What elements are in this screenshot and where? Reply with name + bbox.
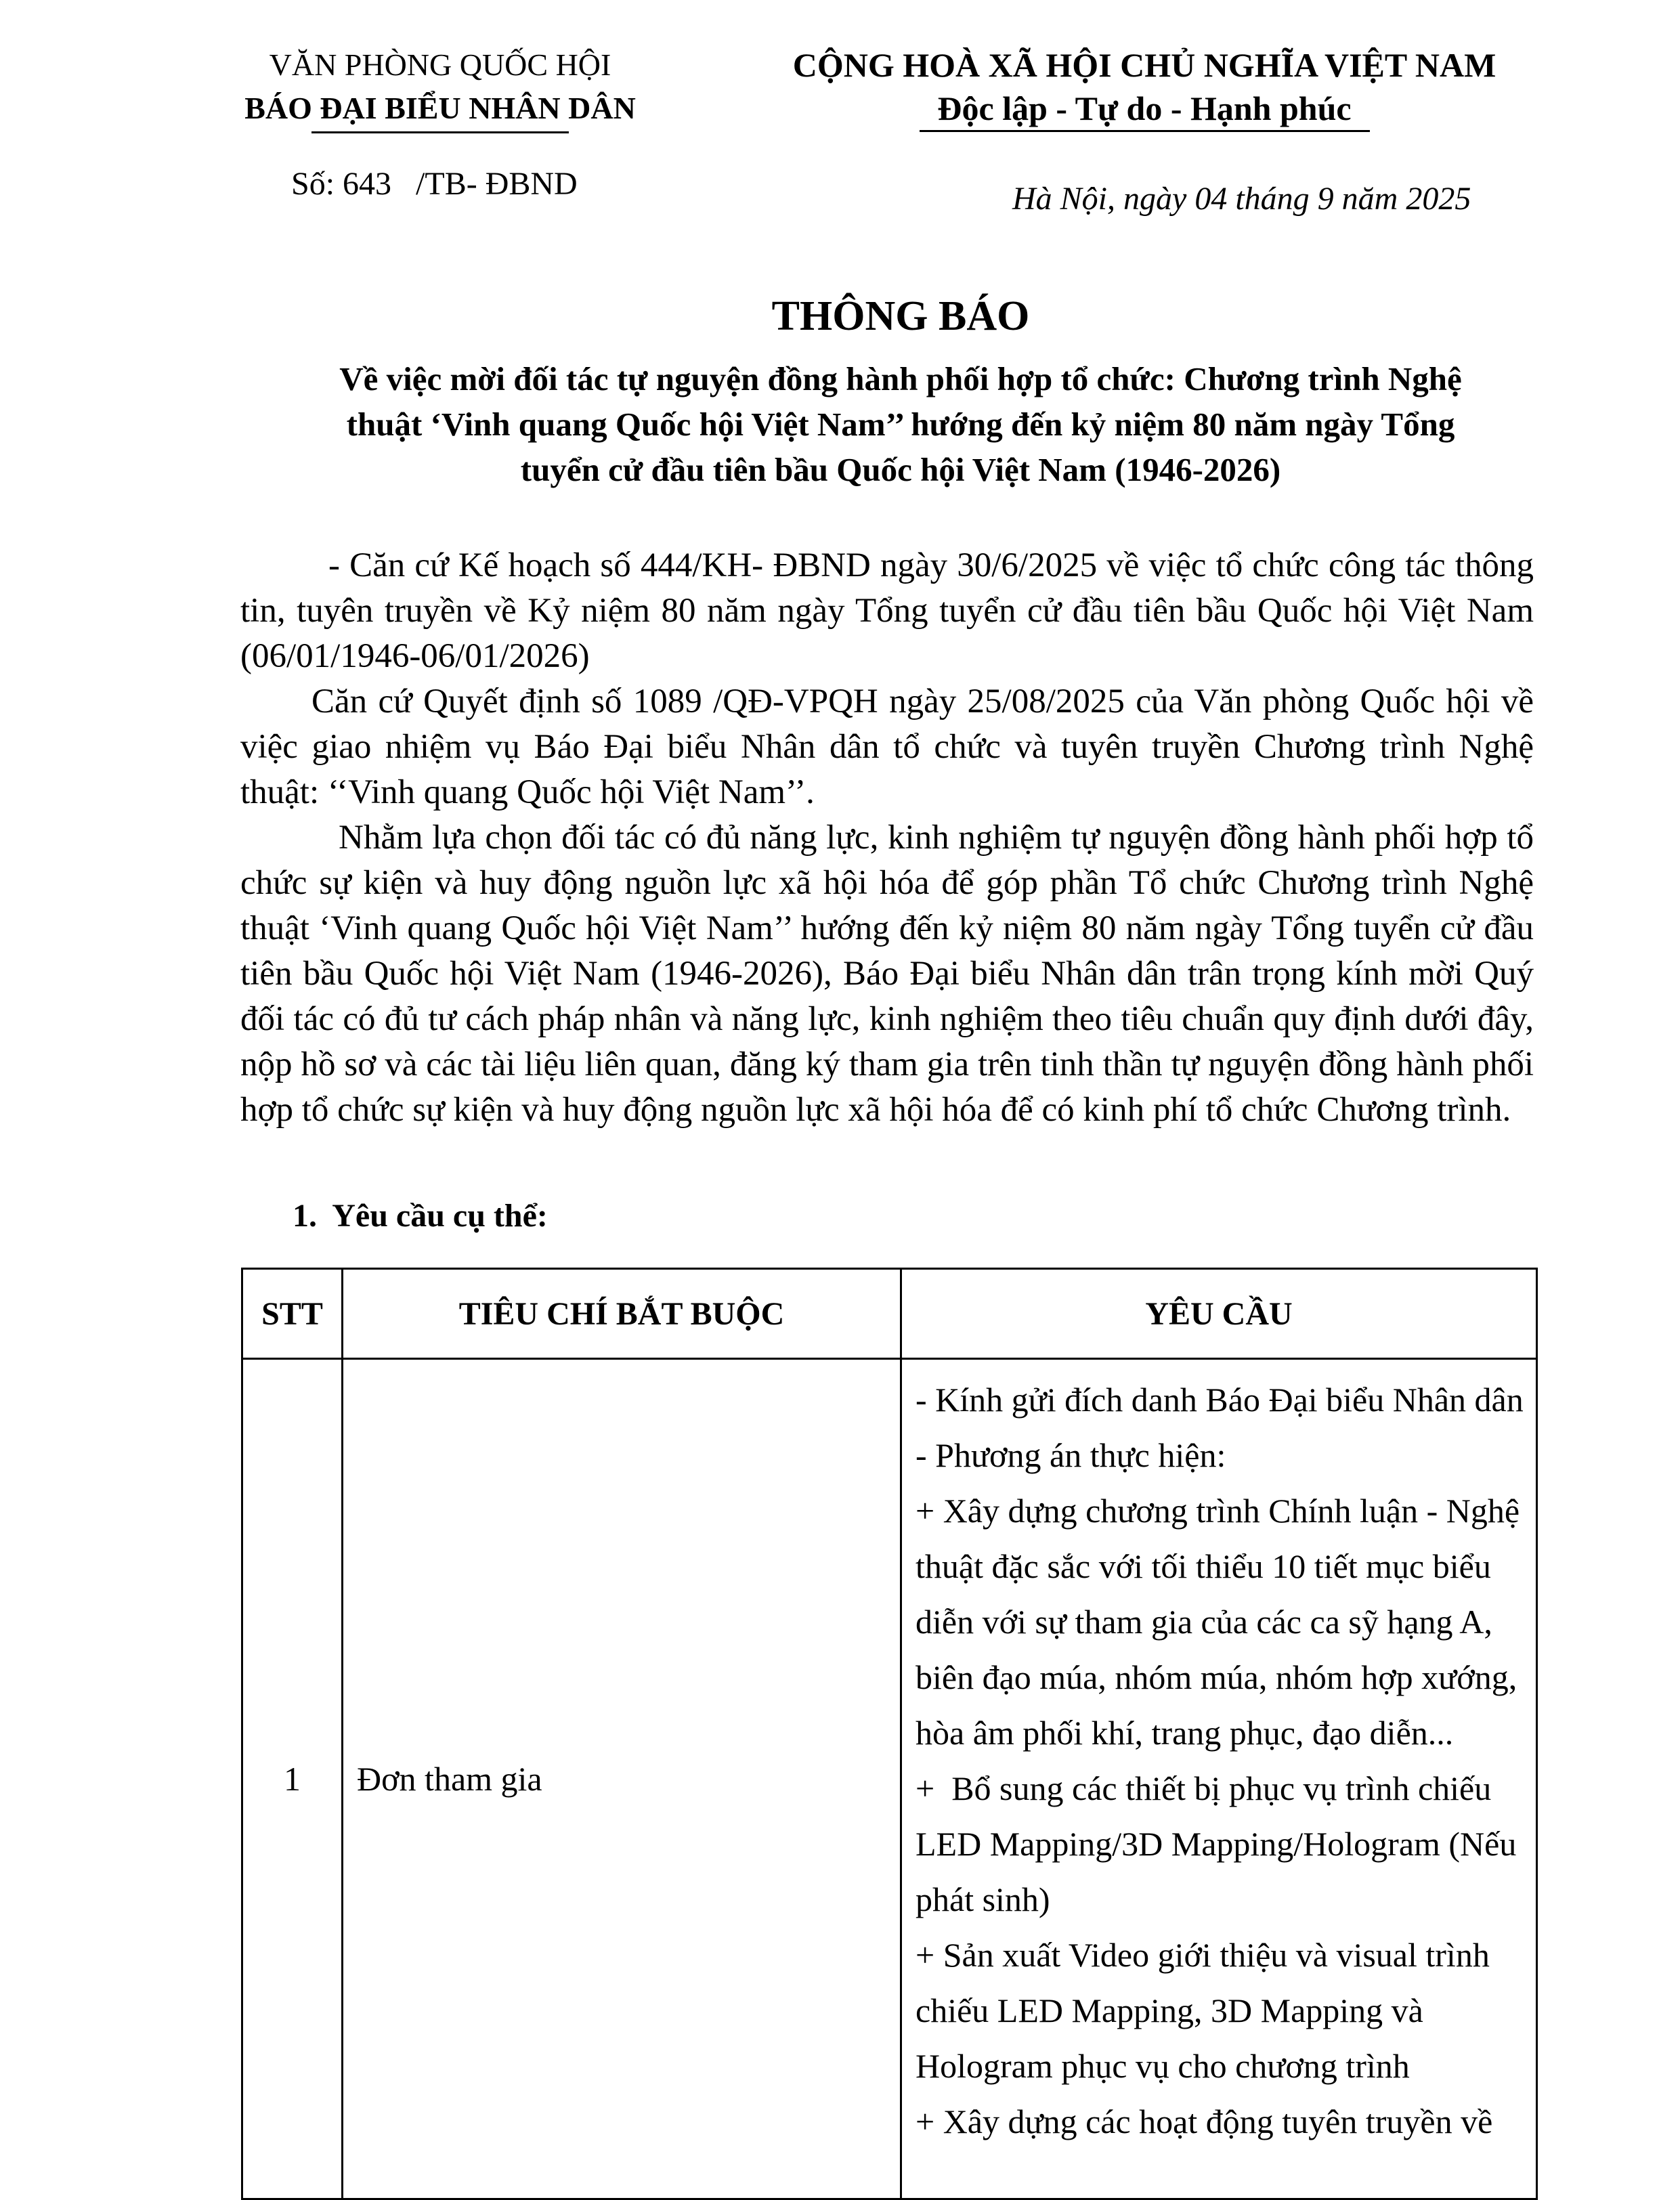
motto-underline [920, 130, 1370, 132]
section-heading: 1. Yêu cầu cụ thể: [293, 1198, 548, 1234]
place-date: Hà Nội, ngày 04 tháng 9 năm 2025 [1012, 181, 1471, 217]
table-row [242, 1359, 1537, 2199]
requirement-line: diễn với sự tham gia của các ca sỹ hạng A, [916, 1603, 1492, 1641]
column-header-requirement: YÊU CẦU [901, 1269, 1537, 1359]
agency-name-parent: VĂN PHÒNG QUỐC HỘI [269, 47, 611, 82]
requirement-line: + Xây dựng các hoạt động tuyên truyền về [916, 2102, 1493, 2140]
requirement-line: + Xây dựng chương trình Chính luận - Nghệ [916, 1492, 1520, 1530]
document-body [240, 543, 1534, 1133]
row-stt: 1 [242, 1359, 343, 2199]
requirement-line: biên đạo múa, nhóm múa, nhóm hợp xướng, [916, 1658, 1517, 1696]
requirement-line: LED Mapping/3D Mapping/Hologram (Nếu [916, 1825, 1517, 1863]
national-motto: Độc lập - Tự do - Hạnh phúc [937, 89, 1352, 127]
document-subject [230, 356, 1571, 492]
requirement-line: - Phương án thực hiện: [916, 1436, 1226, 1474]
subject-line: Về việc mời đối tác tự nguyện đồng hành phối hợp tổ chức: Chương trình Nghệ [339, 360, 1462, 397]
agency-header [217, 43, 664, 133]
column-header-stt: STT [242, 1269, 343, 1359]
national-header [772, 43, 1517, 132]
agency-name: BÁO ĐẠI BIỂU NHÂN DÂN [244, 91, 636, 125]
subject-line: tuyển cử đầu tiên bầu Quốc hội Việt Nam (1946-2026) [520, 451, 1281, 488]
requirement-line: hòa âm phối khí, trang phục, đạo diễn... [916, 1714, 1454, 1752]
document-number: Số: 643 /TB- ĐBND [291, 166, 578, 202]
requirement-line: phát sinh) [916, 1880, 1050, 1918]
row-criterion: Đơn tham gia [343, 1359, 901, 2199]
requirement-line: - Kính gửi đích danh Báo Đại biểu Nhân dân [916, 1381, 1524, 1419]
national-title: CỘNG HOÀ XÃ HỘI CHỦ NGHĨA VIỆT NAM [792, 46, 1496, 84]
requirement-line: thuật đặc sắc với tối thiểu 10 tiết mục biểu [916, 1547, 1491, 1585]
column-header-criterion: TIÊU CHÍ BẮT BUỘC [343, 1269, 901, 1359]
body-paragraph-invitation: Nhằm lựa chọn đối tác có đủ năng lực, kinh nghiệm tự nguyện đồng hành phối hợp tổ chức sự kiện và huy động nguồn lực xã hội hóa để góp phần Tổ chức Chương trình Nghệ thuật ‘Vinh quang Quốc hội Việt Nam’’ hướng đến kỷ niệm 80 năm ngày Tổng tuyển cử đầu tiên bầu Quốc hội Việt Nam (1946-2026), Báo Đại biểu Nhân dân trân trọng kính mời Quý đối tác có đủ tư cách pháp nhân và năng lực, kinh nghiệm theo tiêu chuẩn quy định dưới đây, nộp hồ sơ và các tài liệu liên quan, đăng ký tham gia trên tinh thần tự nguyện đồng hành phối hợp tổ chức sự kiện và huy động nguồn lực xã hội hóa để có kinh phí tổ chức Chương trình. [240, 819, 1534, 1129]
table-header-row [242, 1269, 1537, 1359]
row-requirements [901, 1359, 1537, 2199]
requirements-table [241, 1268, 1538, 2200]
requirement-line: + Sản xuất Video giới thiệu và visual trình [916, 1936, 1490, 1974]
agency-underline [311, 131, 569, 133]
subject-line: thuật ‘Vinh quang Quốc hội Việt Nam’’ hướng đến kỷ niệm 80 năm ngày Tổng [346, 406, 1455, 443]
requirement-line: chiếu LED Mapping, 3D Mapping và [916, 1991, 1423, 2029]
document-title: THÔNG BÁO [771, 293, 1030, 339]
body-paragraph-legal-basis-1: - Căn cứ Kế hoạch số 444/KH- ĐBND ngày 30/6/2025 về việc tổ chức công tác thông tin, tuyên truyền về Kỷ niệm 80 năm ngày Tổng tuyển cử đầu tiên bầu Quốc hội Việt Nam (06/01/1946-06/01/2026) [240, 546, 1534, 675]
body-paragraph-legal-basis-2: Căn cứ Quyết định số 1089 /QĐ-VPQH ngày 25/08/2025 của Văn phòng Quốc hội về việc giao nhiệm vụ Báo Đại biểu Nhân dân tổ chức và tuyên truyền Chương trình Nghệ thuật: ‘‘Vinh quang Quốc hội Việt Nam’’. [240, 683, 1534, 811]
requirement-line: Hologram phục vụ cho chương trình [916, 2047, 1410, 2085]
requirement-line: + Bổ sung các thiết bị phục vụ trình chiếu [916, 1769, 1492, 1807]
